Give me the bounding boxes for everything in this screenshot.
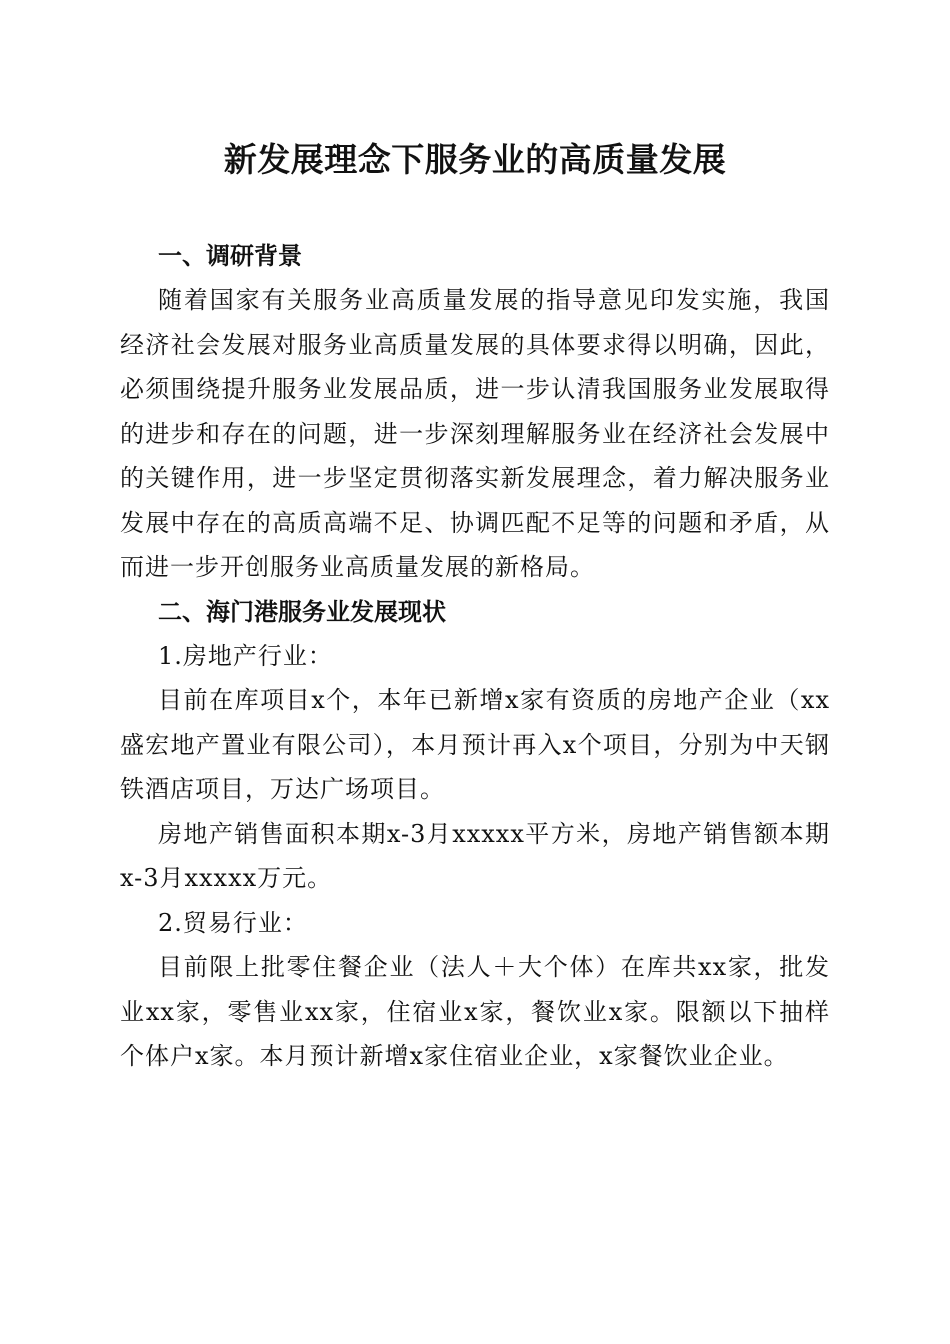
background-paragraph: 随着国家有关服务业高质量发展的指导意见印发实施，我国经济社会发展对服务业高质量发展的具体要求得以明确，因此，必须围绕提升服务业发展品质，进一步认清我国服务业发展取得的进步和存在的问题，进一步深刻理解服务业在经济社会发展中的关键作用，进一步坚定贯彻落实新发展理念，着力解决服务业发展中存在的高质高端不足、协调匹配不足等的问题和矛盾，从而进一步开创服务业高质量发展的新格局。 [120,286,830,581]
document-body [120,234,830,1079]
subsection-label-trade: 2.贸易行业： [158,908,308,937]
trade-paragraph: 目前限上批零住餐企业（法人＋大个体）在库共xx家，批发业xx家，零售业xx家，住宿业x家，餐饮业x家。限额以下抽样个体户x家。本月预计新增x家住宿业企业，x家餐饮业企业。 [120,953,830,1070]
section-heading-background: 一、调研背景 [158,242,302,270]
subsection-label-real-estate: 1.房地产行业： [158,641,333,670]
real-estate-paragraph-projects: 目前在库项目x个，本年已新增x家有资质的房地产企业（xx盛宏地产置业有限公司），本月预计再入x个项目，分别为中天钢铁酒店项目，万达广场项目。 [120,686,830,803]
real-estate-paragraph-sales: 房地产销售面积本期x-3月xxxxx平方米，房地产销售额本期x-3月xxxxx万元。 [120,819,830,892]
document-title: 新发展理念下服务业的高质量发展 [223,140,727,179]
section-heading-status: 二、海门港服务业发展现状 [158,597,446,626]
